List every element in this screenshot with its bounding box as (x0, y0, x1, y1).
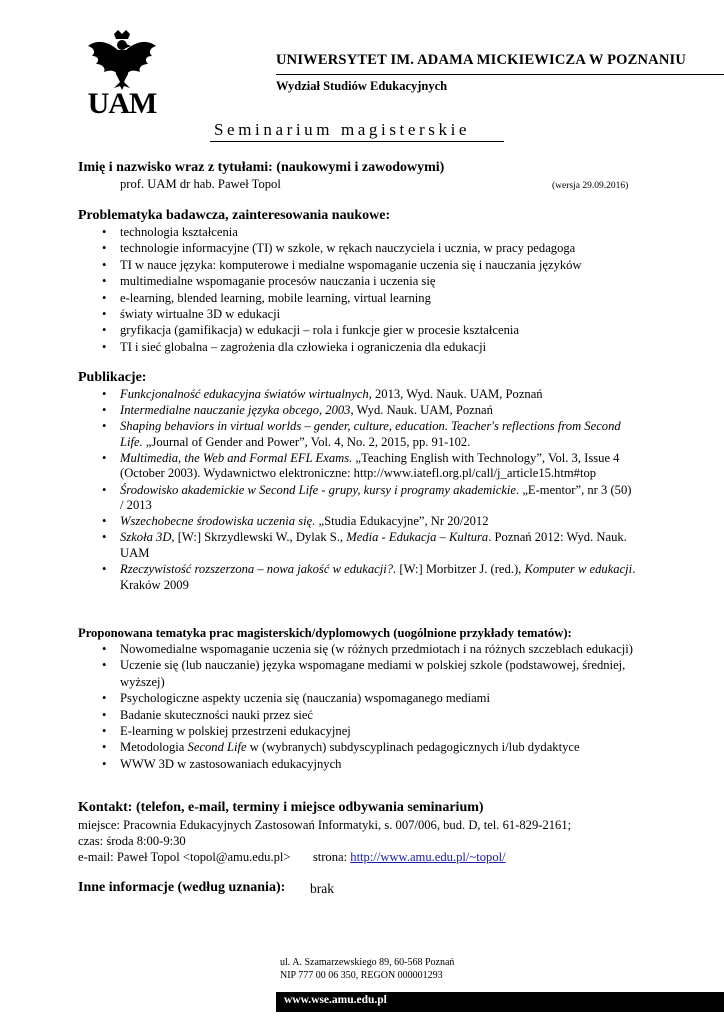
footer-nip: NIP 777 00 06 350, REGON 000001293 (280, 970, 443, 981)
header-divider (276, 74, 724, 75)
contact-heading: Kontakt: (telefon, e-mail, terminy i miejsce odbywania seminarium) (78, 800, 484, 815)
list-item: • TI i sieć globalna – zagrożenia dla człowieka i ograniczenia dla edukacji (102, 339, 487, 354)
contact-email-row (78, 850, 506, 865)
topics-heading: Proponowana tematyka prac magisterskich/dyplomowych (uogólnione przykłady tematów): (78, 626, 572, 640)
research-heading: Problematyka badawcza, zainteresowania naukowe: (78, 208, 391, 223)
title-underline (210, 141, 504, 142)
footer-address-block (280, 956, 454, 982)
faculty-name: Wydział Studiów Edukacyjnych (276, 79, 448, 93)
version-note: (wersja 29.09.2016) (552, 181, 629, 191)
contact-time: czas: środa 8:00-9:30 (78, 834, 186, 848)
list-item: • Intermedialne nauczanie języka obcego, 2003, Wyd. Nauk. UAM, Poznań (102, 403, 493, 418)
list-item: • Środowisko akademickie w Second Life - grupy, kursy i programy akademickie. „E-mentor”, nr 3 (50) / 2013 (102, 482, 632, 513)
list-item: • Badanie skuteczności nauki przez sieć (102, 707, 314, 722)
list-item: • Uczenie się (lub nauczanie) języka wspomagane mediami w polskiej szkole (podstawowej, średniej, wyższej) (102, 658, 626, 689)
footer-website-link[interactable]: www.wse.amu.edu.pl (284, 994, 387, 1006)
list-item: • technologie informacyjne (TI) w szkole, w rękach nauczyciela i ucznia, w pracy pedagoga (102, 241, 576, 256)
list-item: • e-learning, blended learning, mobile learning, virtual learning (102, 290, 431, 305)
topics-list (78, 641, 638, 772)
list-item: • WWW 3D w zastosowaniach edukacyjnych (102, 756, 342, 771)
contact-place: miejsce: Pracownia Edukacyjnych Zastosowań Informatyki, s. 007/006, bud. D, tel. 61-829-2161; (78, 818, 572, 832)
list-item: • technologia kształcenia (102, 225, 238, 239)
contact-email: e-mail: Paweł Topol <topol@amu.edu.pl> (78, 850, 291, 864)
uam-logo (84, 30, 160, 122)
list-item: • E-learning w polskiej przestrzeni edukacyjnej (102, 724, 351, 739)
person-name: prof. UAM dr hab. Paweł Topol (120, 177, 281, 191)
document-title: Seminarium magisterskie (214, 120, 471, 139)
list-item: • Rzeczywistość rozszerzona – nowa jakość w edukacji?. [W:] Morbitzer J. (red.), Komputer w edukacji. Kraków 2009 (102, 562, 636, 592)
list-item: • Wszechobecne środowiska uczenia się. „Studia Edukacyjne”, Nr 20/2012 (102, 514, 489, 529)
university-name: UNIWERSYTET IM. ADAMA MICKIEWICZA W POZNANIU (276, 52, 687, 68)
research-list (78, 224, 638, 355)
list-item: • Shaping behaviors in virtual worlds – gender, culture, education. Teacher's reflections from Second Life. „Journal of Gender and Power”, Vol. 4, No. 2, 2015, pp. 91-102. (102, 419, 621, 449)
list-item: • światy wirtualne 3D w edukacji (102, 307, 281, 322)
logo-text: UAM (87, 87, 157, 120)
person-heading: Imię i nazwisko wraz z tytułami: (naukowymi i zawodowymi) (78, 160, 445, 175)
list-item: • multimedialne wspomaganie procesów nauczania i uczenia się (102, 274, 436, 289)
other-info-value: brak (310, 881, 334, 896)
list-item: • TI w nauce języka: komputerowe i medialne wspomaganie uczenia się i nauczania języków (102, 257, 582, 272)
other-info-heading: Inne informacje (według uznania): (78, 880, 286, 895)
contact-www-label: strona: (312, 850, 348, 864)
list-item: • Psychologiczne aspekty uczenia się (nauczania) wspomaganego mediami (102, 691, 490, 706)
publications-heading: Publikacje: (78, 370, 147, 385)
footer-address: ul. A. Szamarzewskiego 89, 60-568 Poznań (280, 957, 455, 968)
list-item: • gryfikacja (gamifikacja) w edukacji – rola i funkcje gier w procesie kształcenia (102, 323, 519, 338)
list-item: • Nowomedialne wspomaganie uczenia się (w różnych przedmiotach i na różnych szczeblach edukacji) (102, 642, 633, 656)
list-item: • Szkoła 3D, [W:] Skrzydlewski W., Dylak S., Media - Edukacja – Kultura. Poznań 2012: Wyd. Nauk. UAM (102, 530, 627, 560)
list-item: • Funkcjonalność edukacyjna światów wirtualnych, 2013, Wyd. Nauk. UAM, Poznań (102, 387, 543, 401)
list-item: • Multimedia, the Web and Formal EFL Exams. „Teaching English with Technology”, Vol. 3, Issue 4 (October 2003). Wydawnictwo elektroniczne: http://www.iatefl.org.pl/call/j_article15.htm#top (102, 450, 620, 481)
publications-list (78, 387, 638, 594)
homepage-link[interactable]: http://www.amu.edu.pl/~topol/ (350, 850, 506, 864)
list-item: • Metodologia Second Life w (wybranych) subdyscyplinach pedagogicznych i/lub dydaktyce (102, 740, 580, 755)
